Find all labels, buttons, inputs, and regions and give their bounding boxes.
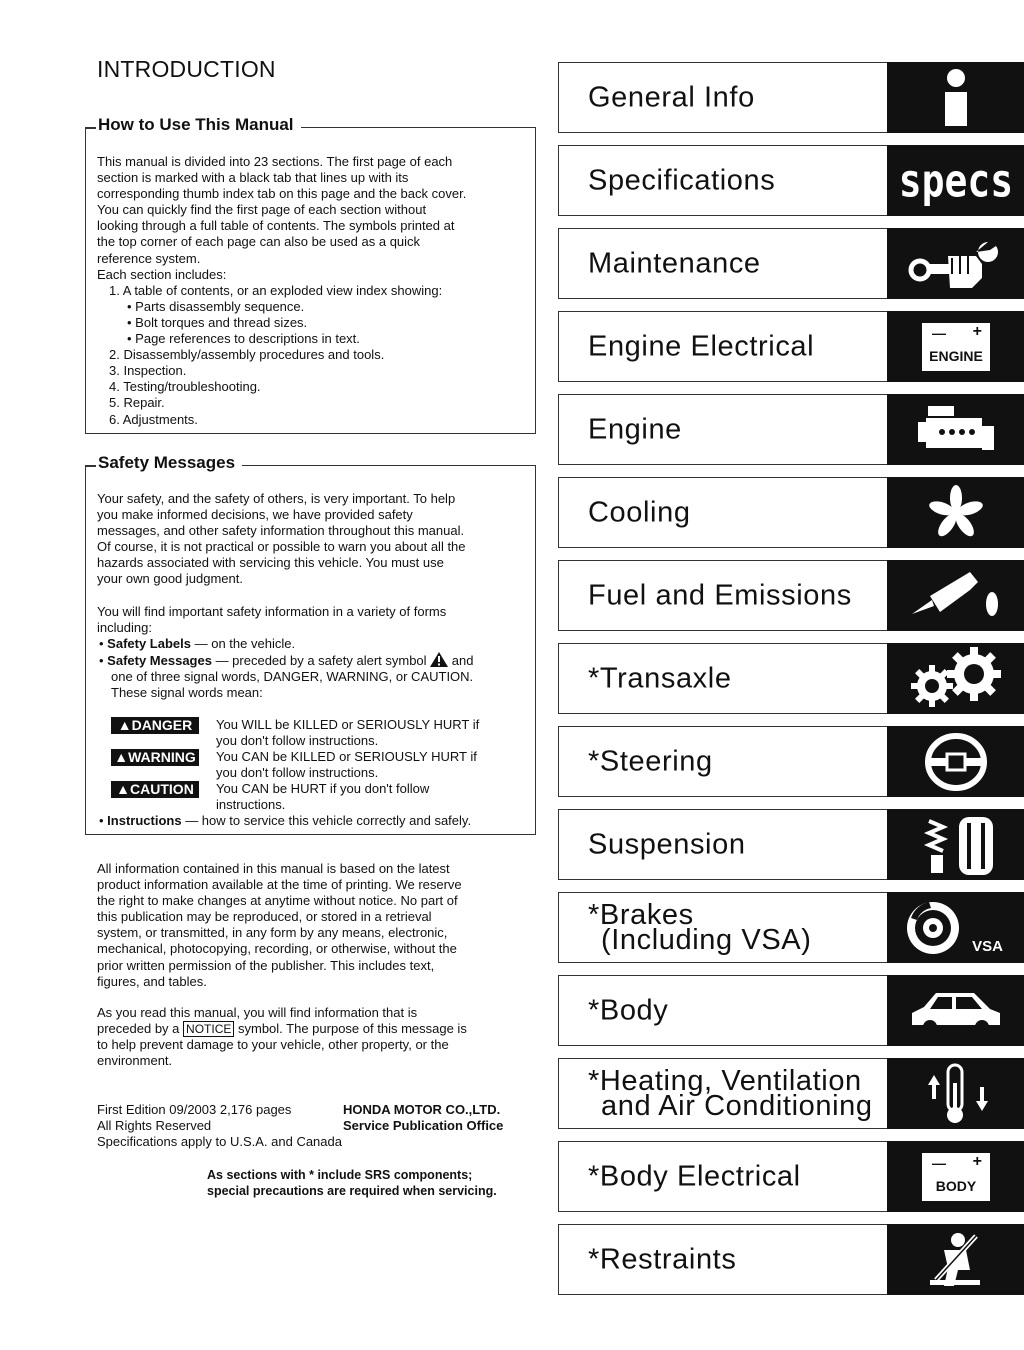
- list-item: 5. Repair.: [109, 395, 165, 411]
- warning-signal: [97, 749, 529, 781]
- wrench-fist-icon: [887, 228, 1024, 299]
- how-to-use-line: You can quickly find the first page of each section without: [97, 202, 427, 218]
- tab-specifications[interactable]: [558, 145, 1024, 216]
- seatbelt-icon: [887, 1224, 1024, 1295]
- sub-list-item: • Page references to descriptions in text.: [127, 331, 360, 347]
- caution-label: ▲CAUTION: [111, 781, 199, 798]
- safety-messages-line: These signal words mean:: [111, 685, 263, 701]
- danger-signal: [97, 717, 529, 749]
- safety-line: your own good judgment.: [97, 571, 243, 587]
- tab-label: *Heating, Ventilation and Air Conditioning: [588, 1064, 873, 1122]
- battery-body-icon: — + BODY: [887, 1141, 1024, 1212]
- tab-label: Maintenance: [588, 247, 761, 279]
- tab-label: *Steering: [588, 745, 713, 777]
- fan-icon: [887, 477, 1024, 548]
- safety-alert-icon: [430, 652, 448, 667]
- tab-general-info[interactable]: [558, 62, 1024, 133]
- how-to-use-line: corresponding thumb index tab on this page and the back cover.: [97, 186, 467, 202]
- signal-text: You CAN be HURT if you don't follow: [216, 781, 430, 797]
- safety-labels-item: • Safety Labels — on the vehicle.: [99, 635, 296, 651]
- tab-transaxle[interactable]: [558, 643, 1024, 714]
- safety-line: messages, and other safety information throughout this manual.: [97, 523, 465, 539]
- tab-label: Engine Electrical: [588, 330, 815, 362]
- tab-label: *Restraints: [588, 1243, 737, 1275]
- tab-heating-ventilation[interactable]: [558, 1058, 1024, 1129]
- srs-note: As sections with * include SRS components; special precautions are required when servicing.: [207, 1168, 497, 1199]
- tab-fuel-and-emissions[interactable]: [558, 560, 1024, 631]
- tab-label: Cooling: [588, 496, 691, 528]
- page-title: INTRODUCTION: [97, 56, 276, 82]
- info-icon: [887, 62, 1024, 133]
- list-item: 3. Inspection.: [109, 363, 187, 379]
- safety-messages-line: one of three signal words, DANGER, WARNING, or CAUTION.: [111, 668, 474, 684]
- how-to-use-heading: How to Use This Manual: [96, 115, 301, 135]
- list-item: 4. Testing/troubleshooting.: [109, 379, 261, 395]
- engine-icon: [887, 394, 1024, 465]
- info-paragraph: All information contained in this manual is based on the latest product information available at the time of printing. We reserve the right to make changes at anytime without notice. No part of this publication may be reproduced, or stored in a retrieval system, or transmitted, in any form by any means, electronic, mechanical, photocopying, recording, or otherwise, without the prior written permission of the publisher. This includes text, figures, and tables.: [97, 861, 462, 989]
- signal-text: You CAN be KILLED or SERIOUSLY HURT if: [216, 749, 477, 765]
- gears-icon: [887, 643, 1024, 714]
- tab-label: *Body Electrical: [588, 1160, 801, 1192]
- safety-line: Of course, it is not practical or possible to warn you about all the: [97, 539, 466, 555]
- tab-steering[interactable]: [558, 726, 1024, 797]
- includes-label: Each section includes:: [97, 266, 227, 282]
- how-to-use-line: This manual is divided into 23 sections. The first page of each: [97, 154, 453, 169]
- thermometer-icon: [887, 1058, 1024, 1129]
- tab-engine[interactable]: [558, 394, 1024, 465]
- tab-body[interactable]: [558, 975, 1024, 1046]
- tab-label: Suspension: [588, 828, 746, 860]
- list-item: 2. Disassembly/assembly procedures and tools.: [109, 347, 385, 363]
- signal-text: You WILL be KILLED or SERIOUSLY HURT if: [216, 717, 480, 733]
- brake-disc-icon: VSA: [887, 892, 1024, 963]
- publisher-info: HONDA MOTOR CO.,LTD. Service Publication Office: [343, 1102, 504, 1134]
- safety-messages-item: • Safety Messages — preceded by a safety alert symbol and: [99, 652, 474, 668]
- safety-line: including:: [97, 619, 152, 635]
- safety-line: Your safety, and the safety of others, is very important. To help: [97, 491, 456, 506]
- sub-list-item: • Parts disassembly sequence.: [127, 298, 305, 314]
- tab-label: Specifications: [588, 164, 776, 196]
- tab-cooling[interactable]: [558, 477, 1024, 548]
- tab-label: *Brakes (Including VSA): [588, 898, 812, 956]
- warning-label: ▲WARNING: [111, 749, 199, 766]
- safety-messages-heading: Safety Messages: [96, 453, 242, 473]
- steering-wheel-icon: [887, 726, 1024, 797]
- signal-text: you don't follow instructions.: [216, 733, 379, 749]
- safety-messages-box: [85, 453, 536, 835]
- tab-label: *Transaxle: [588, 662, 732, 694]
- signal-text: instructions.: [216, 797, 286, 813]
- safety-line: hazards associated with servicing this vehicle. You must use: [97, 555, 444, 571]
- tab-label: *Body: [588, 994, 669, 1026]
- tab-body-electrical[interactable]: [558, 1141, 1024, 1212]
- how-to-use-line: the top corner of each page can also be used as a quick: [97, 234, 421, 250]
- specs-icon: specs: [887, 145, 1024, 216]
- tab-maintenance[interactable]: [558, 228, 1024, 299]
- safety-line: You will find important safety information in a variety of forms: [97, 603, 447, 619]
- suspension-icon: [887, 809, 1024, 880]
- instructions-item: • Instructions — how to service this vehicle correctly and safely.: [99, 813, 472, 829]
- tab-suspension[interactable]: [558, 809, 1024, 880]
- tab-engine-electrical[interactable]: [558, 311, 1024, 382]
- edition-info: First Edition 09/2003 2,176 pages All Rights Reserved Specifications apply to U.S.A. and Canada: [97, 1102, 342, 1150]
- how-to-use-line: reference system.: [97, 250, 201, 266]
- notice-badge: NOTICE: [183, 1021, 234, 1037]
- tab-label: Engine: [588, 413, 682, 445]
- sub-list-item: • Bolt torques and thread sizes.: [127, 314, 308, 330]
- how-to-use-line: section is marked with a black tab that lines up with its: [97, 170, 409, 186]
- fuel-nozzle-icon: [887, 560, 1024, 631]
- list-item: 6. Adjustments.: [109, 411, 198, 427]
- caution-signal: [97, 781, 529, 813]
- tab-brakes[interactable]: [558, 892, 1024, 963]
- tab-restraints[interactable]: [558, 1224, 1024, 1295]
- danger-label: ▲DANGER: [111, 717, 199, 734]
- signal-text: you don't follow instructions.: [216, 765, 379, 781]
- tab-label: Fuel and Emissions: [588, 579, 852, 611]
- safety-line: you make informed decisions, we have provided safety: [97, 507, 413, 523]
- battery-engine-icon: — + ENGINE: [887, 311, 1024, 382]
- car-body-icon: [887, 975, 1024, 1046]
- tab-label: General Info: [588, 81, 755, 113]
- how-to-use-box: [85, 115, 536, 434]
- how-to-use-line: looking through a full table of contents. The symbols printed at: [97, 218, 455, 234]
- notice-paragraph: As you read this manual, you will find information that is preceded by a NOTICE symbol. The purpose of this message is to help prevent damage to your vehicle, other property, or the environment.: [97, 1005, 467, 1069]
- list-item: 1. A table of contents, or an exploded view index showing:: [109, 282, 443, 298]
